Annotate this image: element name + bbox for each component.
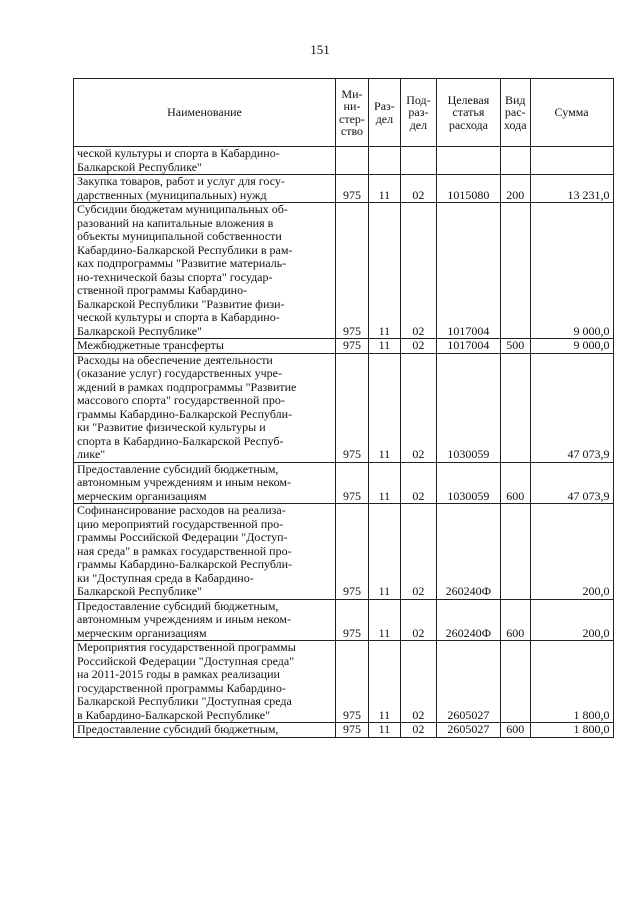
cell-section: 11 bbox=[368, 175, 400, 203]
cell-target bbox=[436, 147, 500, 175]
cell-name: Межбюджетные трансферты bbox=[74, 339, 336, 354]
cell-subsection: 02 bbox=[400, 599, 436, 641]
header-target: Целевая статья расхода bbox=[436, 79, 500, 147]
cell-name: Предоставление субсидий бюджетным, автономным учреждениям и иным неком- мерческим организациям bbox=[74, 599, 336, 641]
table-row bbox=[74, 641, 614, 723]
cell-section bbox=[368, 147, 400, 175]
cell-expense-type: 600 bbox=[500, 599, 530, 641]
cell-target: 1015080 bbox=[436, 175, 500, 203]
cell-sum: 1 800,0 bbox=[530, 723, 613, 738]
cell-sum: 200,0 bbox=[530, 504, 613, 600]
cell-target: 1017004 bbox=[436, 339, 500, 354]
cell-name: Предоставление субсидий бюджетным, автономным учреждениям и иным неком- мерческим организациям bbox=[74, 462, 336, 504]
cell-ministry: 975 bbox=[336, 339, 369, 354]
cell-section: 11 bbox=[368, 504, 400, 600]
table-row bbox=[74, 353, 614, 462]
header-expense-type: Вид рас- хода bbox=[500, 79, 530, 147]
cell-section: 11 bbox=[368, 641, 400, 723]
cell-sum: 9 000,0 bbox=[530, 339, 613, 354]
cell-section: 11 bbox=[368, 339, 400, 354]
budget-table bbox=[73, 78, 614, 738]
cell-ministry: 975 bbox=[336, 462, 369, 504]
cell-sum bbox=[530, 147, 613, 175]
cell-target: 2605027 bbox=[436, 641, 500, 723]
table-header-row bbox=[74, 79, 614, 147]
cell-expense-type: 200 bbox=[500, 175, 530, 203]
cell-section: 11 bbox=[368, 462, 400, 504]
cell-expense-type bbox=[500, 353, 530, 462]
cell-sum: 200,0 bbox=[530, 599, 613, 641]
cell-ministry: 975 bbox=[336, 599, 369, 641]
cell-expense-type bbox=[500, 147, 530, 175]
header-ministry: Ми- ни- стер- ство bbox=[336, 79, 369, 147]
cell-expense-type bbox=[500, 641, 530, 723]
cell-name: Расходы на обеспечение деятельности (оказание услуг) государственных учре- ждений в рамках подпрограммы "Развитие массового спорта" государственной про- граммы Кабардино-Балкарской Республи- ки "Развитие физической культуры и спорта в Кабардино-Балкарской Респуб- лике" bbox=[74, 353, 336, 462]
cell-subsection: 02 bbox=[400, 203, 436, 339]
cell-sum: 47 073,9 bbox=[530, 353, 613, 462]
cell-subsection: 02 bbox=[400, 641, 436, 723]
cell-ministry: 975 bbox=[336, 723, 369, 738]
cell-target: 260240Ф bbox=[436, 504, 500, 600]
cell-section: 11 bbox=[368, 599, 400, 641]
cell-expense-type bbox=[500, 203, 530, 339]
header-sum: Сумма bbox=[530, 79, 613, 147]
cell-section: 11 bbox=[368, 203, 400, 339]
page-number: 151 bbox=[310, 42, 330, 57]
cell-subsection bbox=[400, 147, 436, 175]
cell-name: ческой культуры и спорта в Кабардино- Балкарской Республике" bbox=[74, 147, 336, 175]
cell-target: 260240Ф bbox=[436, 599, 500, 641]
cell-target: 1030059 bbox=[436, 462, 500, 504]
cell-sum: 13 231,0 bbox=[530, 175, 613, 203]
cell-expense-type bbox=[500, 504, 530, 600]
table-row bbox=[74, 462, 614, 504]
cell-target: 1030059 bbox=[436, 353, 500, 462]
cell-sum: 47 073,9 bbox=[530, 462, 613, 504]
cell-name: Закупка товаров, работ и услуг для госу- дарственных (муниципальных) нужд bbox=[74, 175, 336, 203]
cell-target: 2605027 bbox=[436, 723, 500, 738]
table-row bbox=[74, 147, 614, 175]
header-section: Раз- дел bbox=[368, 79, 400, 147]
cell-sum: 9 000,0 bbox=[530, 203, 613, 339]
cell-expense-type: 600 bbox=[500, 723, 530, 738]
cell-name: Мероприятия государственной программы Российской Федерации "Доступная среда" на 2011-2015 годы в рамках реализации государственной программы Кабардино- Балкарской Республики "Доступная среда в Кабардино-Балкарской Республике" bbox=[74, 641, 336, 723]
table-row bbox=[74, 175, 614, 203]
cell-sum: 1 800,0 bbox=[530, 641, 613, 723]
cell-subsection: 02 bbox=[400, 339, 436, 354]
table-row bbox=[74, 599, 614, 641]
table-row bbox=[74, 203, 614, 339]
cell-subsection: 02 bbox=[400, 723, 436, 738]
table-row bbox=[74, 723, 614, 738]
header-subsection: Под- раз- дел bbox=[400, 79, 436, 147]
cell-subsection: 02 bbox=[400, 504, 436, 600]
cell-name: Предоставление субсидий бюджетным, bbox=[74, 723, 336, 738]
cell-subsection: 02 bbox=[400, 175, 436, 203]
cell-subsection: 02 bbox=[400, 353, 436, 462]
table-row bbox=[74, 504, 614, 600]
cell-ministry: 975 bbox=[336, 353, 369, 462]
cell-section: 11 bbox=[368, 723, 400, 738]
cell-target: 1017004 bbox=[436, 203, 500, 339]
table-row bbox=[74, 339, 614, 354]
cell-expense-type: 500 bbox=[500, 339, 530, 354]
cell-name: Софинансирование расходов на реализа- цию мероприятий государственной про- граммы Российской Федерации "Доступ- ная среда" в рамках государственной про- граммы Кабардино-Балкарской Республи- ки "Доступная среда в Кабардино- Балкарской Республике" bbox=[74, 504, 336, 600]
cell-ministry: 975 bbox=[336, 641, 369, 723]
cell-ministry: 975 bbox=[336, 203, 369, 339]
header-name: Наименование bbox=[74, 79, 336, 147]
cell-expense-type: 600 bbox=[500, 462, 530, 504]
cell-ministry: 975 bbox=[336, 175, 369, 203]
cell-ministry bbox=[336, 147, 369, 175]
cell-subsection: 02 bbox=[400, 462, 436, 504]
cell-name: Субсидии бюджетам муниципальных об- разований на капитальные вложения в объекты муниципальной собственности Кабардино-Балкарской Республики в рам- ках подпрограммы "Развитие материаль- но-технической базы спорта" государ- ственной программы Кабардино- Балкарской Республики "Развитие физи- ческой культуры и спорта в Кабардино- Балкарской Республике" bbox=[74, 203, 336, 339]
cell-ministry: 975 bbox=[336, 504, 369, 600]
cell-section: 11 bbox=[368, 353, 400, 462]
